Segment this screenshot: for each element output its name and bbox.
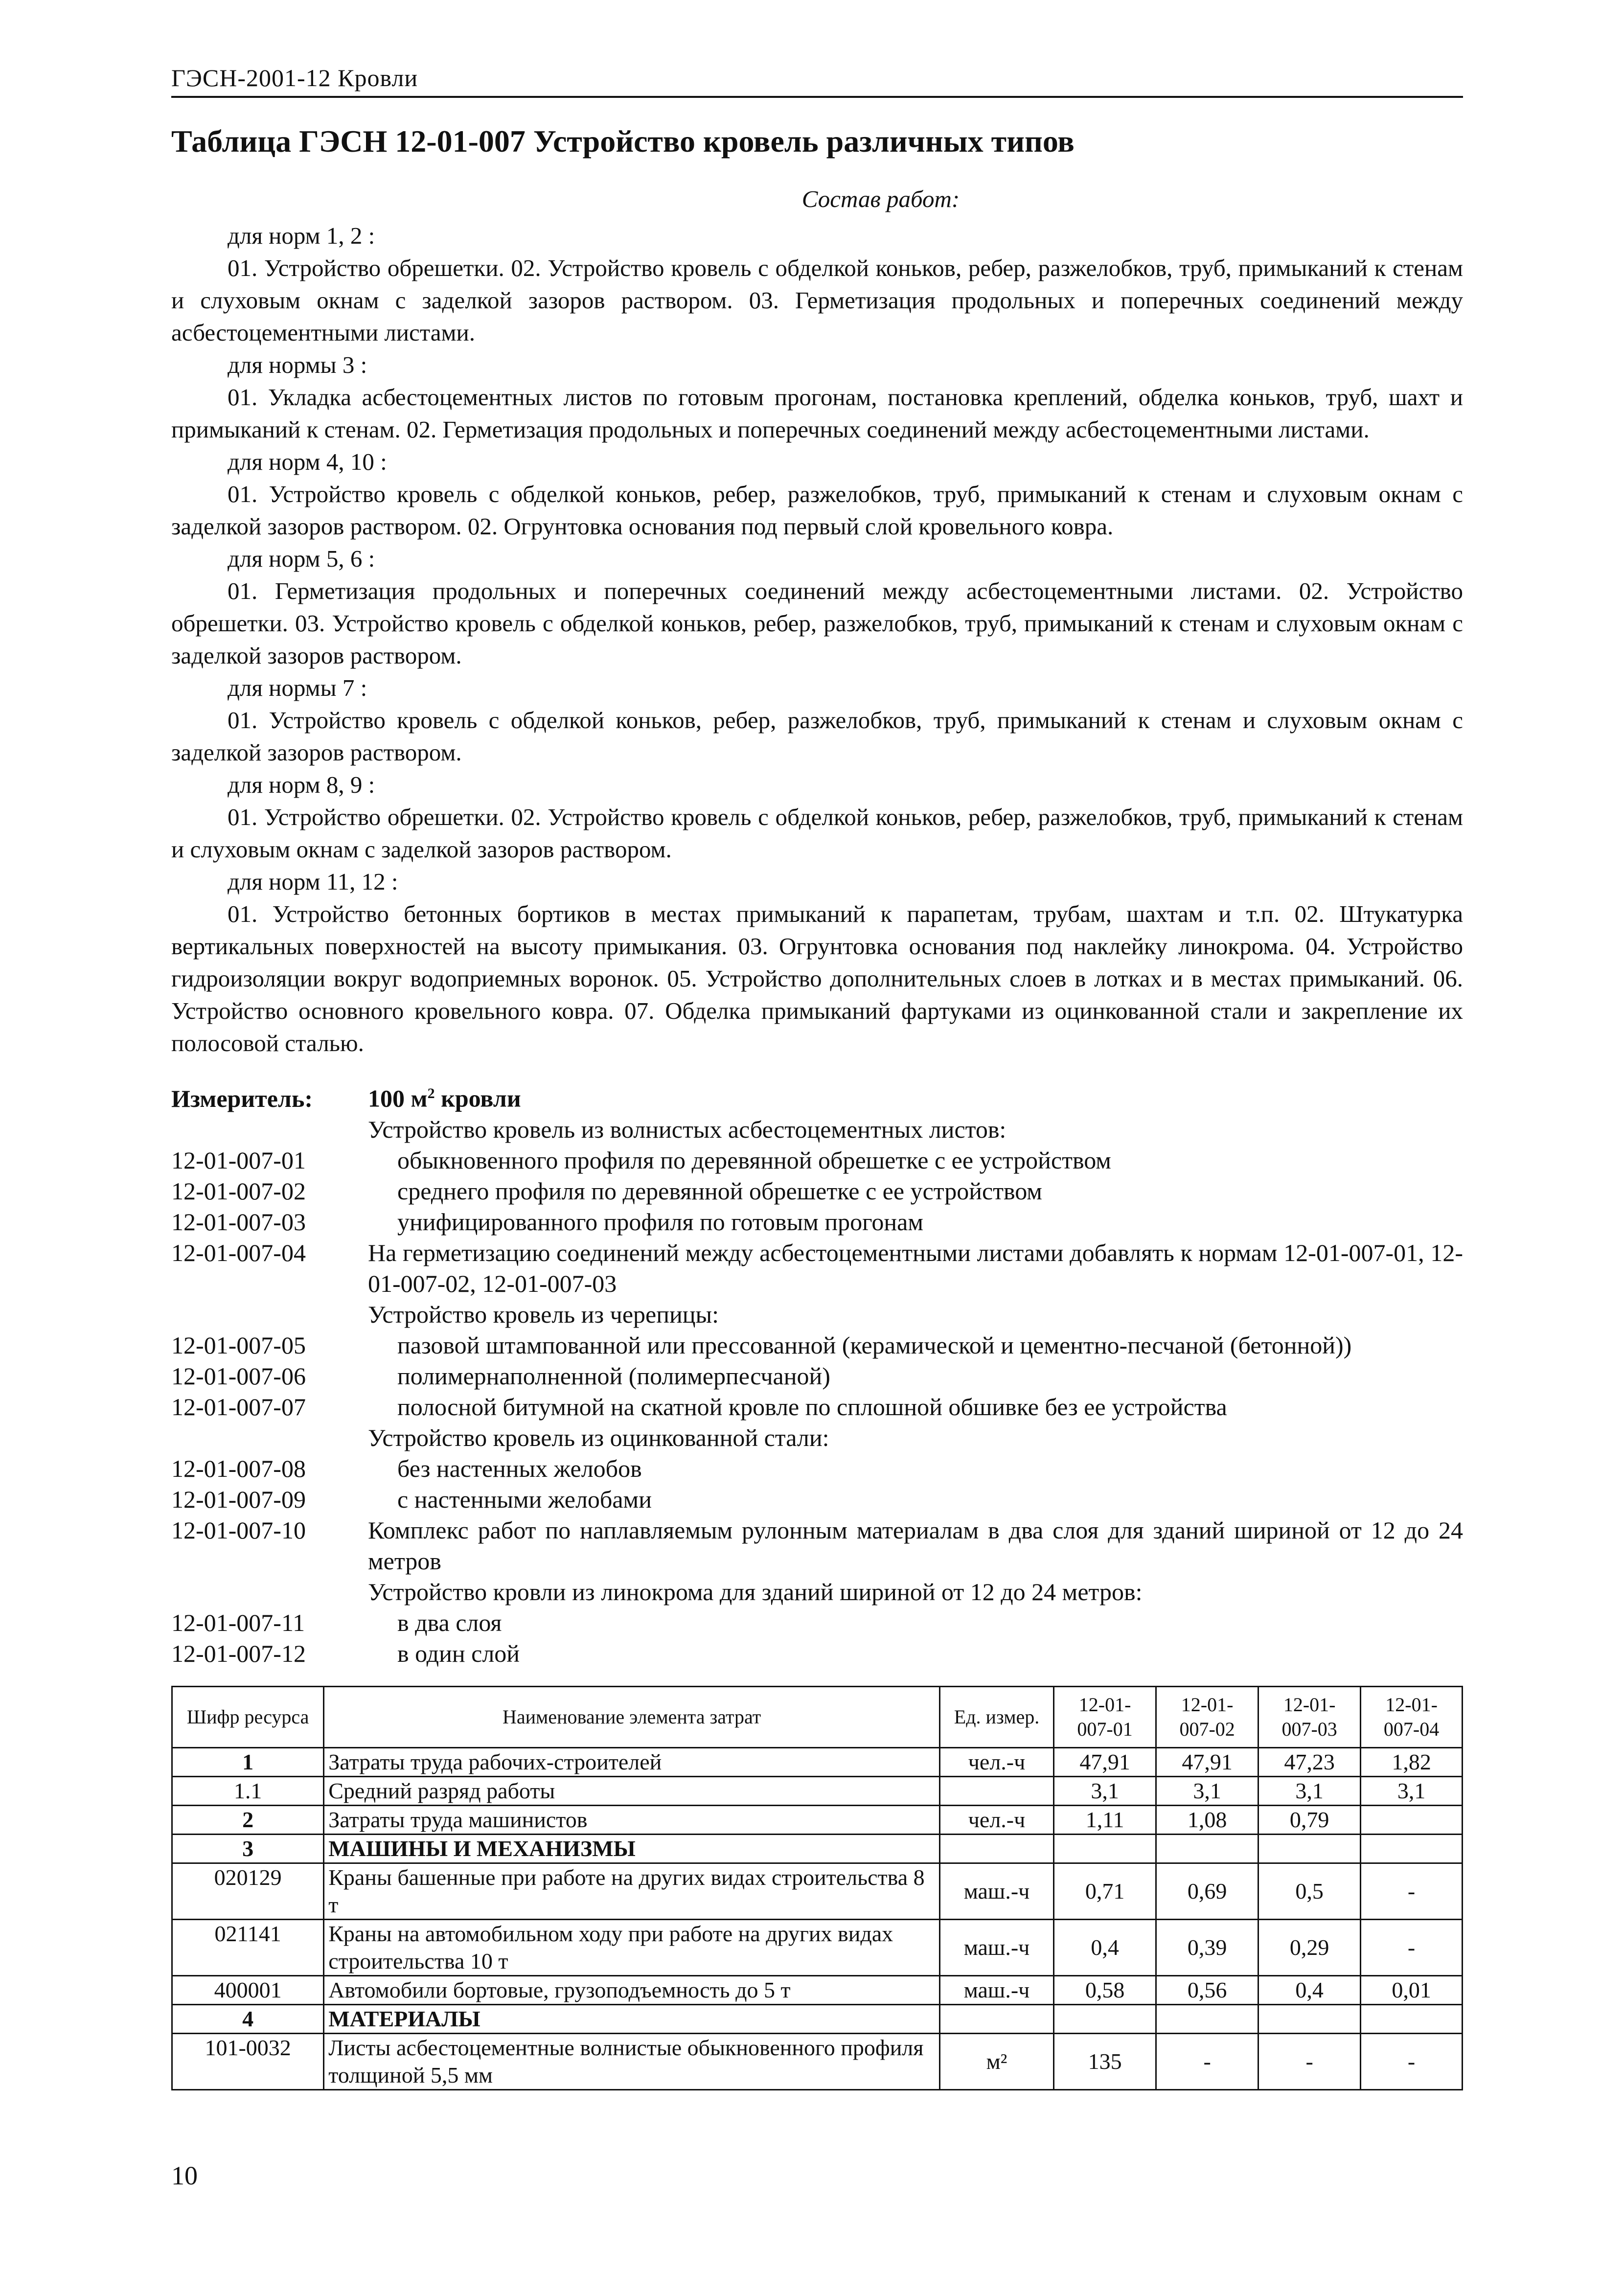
document-page [171,64,1463,2090]
norm-code: 12-01-007-07 [171,1393,306,1421]
norm-code: 12-01-007-01 [171,1146,306,1174]
cell-007-01: 1,11 [1054,1805,1156,1834]
cell-007-02 [1156,1834,1258,1863]
norm-description: в один слой [397,1639,520,1667]
cell-name: Затраты труда машинистов [324,1805,940,1834]
norm-description: Комплекс работ по наплавляемым рулонным материалам в два слоя для зданий шириной от 12 до 24 метров [368,1516,1463,1575]
norm-description: с настенными желобами [397,1485,652,1513]
norm-row [171,1176,1463,1207]
cell-unit: маш.-ч [939,1975,1053,2004]
composition-text: 01. Устройство обрешетки. 02. Устройство кровель с обделкой коньков, ребер, разжелобков, труб, примыканий к стенам и слуховым окнам с заделкой зазоров раствором. 03. Герметизация продольных и поперечных соединений между асбестоцементными листами. [171,254,1463,346]
cell-007-02: 0,56 [1156,1975,1258,2004]
norm-description: Устройство кровель из волнистых асбестоцементных листов: [368,1115,1006,1143]
norm-code: 12-01-007-08 [171,1454,306,1482]
cell-007-03: 0,79 [1258,1805,1361,1834]
norm-description: в два слоя [397,1608,502,1636]
cell-name: МАТЕРИАЛЫ [324,2004,940,2033]
table-header-row [172,1686,1463,1747]
meter-unit: кровли [435,1084,521,1112]
cell-name: Краны на автомобильном ходу при работе на других видах строительства 10 т [324,1919,940,1975]
cell-007-02 [1156,2004,1258,2033]
cell-007-04 [1361,1834,1463,1863]
cell-code: 021141 [172,1919,324,1975]
composition-label: для норм 11, 12 : [228,868,398,895]
norm-description: без настенных желобов [397,1454,642,1482]
table-title: Таблица ГЭСН 12-01-007 Устройство кровель различных типов [171,124,1075,159]
col-header-007-01-bottom: 007-01 [1077,1718,1133,1740]
cell-007-03 [1258,2004,1361,2033]
norm-code: 12-01-007-05 [171,1331,306,1359]
norm-row [171,1484,1463,1515]
composition-label: для нормы 7 : [228,674,367,701]
cell-007-03 [1258,1834,1361,1863]
composition-text: 01. Устройство обрешетки. 02. Устройство кровель с обделкой коньков, ребер, разжелобков, труб, примыканий к стенам и слуховым окнам с заделкой зазоров раствором. [171,803,1463,863]
cell-007-04: - [1361,2033,1463,2089]
norm-description: обыкновенного профиля по деревянной обрешетке с ее устройством [397,1146,1111,1174]
cell-007-01: 0,58 [1054,1975,1156,2004]
cell-name: Средний разряд работы [324,1776,940,1805]
table-row [172,1776,1463,1805]
cell-007-01 [1054,2004,1156,2033]
cell-007-03: 0,29 [1258,1919,1361,1975]
cell-unit [939,1834,1053,1863]
norm-code [171,1114,368,1145]
norm-code: 12-01-007-04 [171,1239,306,1266]
cell-007-01: 135 [1054,2033,1156,2089]
norm-code: 12-01-007-10 [171,1516,306,1544]
table-row [172,1805,1463,1834]
section-row [172,1834,1463,1863]
cell-code: 3 [172,1834,324,1863]
norm-code: 12-01-007-12 [171,1639,306,1667]
cell-007-03: 47,23 [1258,1747,1361,1776]
cell-name: МАШИНЫ И МЕХАНИЗМЫ [324,1834,940,1863]
table-row [172,2033,1463,2089]
running-header: ГЭСН-2001-12 Кровли [171,64,1463,98]
norm-code: 12-01-007-09 [171,1485,306,1513]
cell-007-04: - [1361,1919,1463,1975]
cell-007-04: 0,01 [1361,1975,1463,2004]
composition-text: 01. Герметизация продольных и поперечных соединений между асбестоцементными листами. 02. Устройство обрешетки. 03. Устройство кровель с обделкой коньков, ребер, разжелобков, труб, примыканий к стенам и слуховым окнам с заделкой зазоров раствором. [171,577,1463,669]
norm-description: унифицированного профиля по готовым прогонам [397,1208,923,1236]
cell-007-03: - [1258,2033,1361,2089]
norm-code [171,1577,368,1607]
cell-007-04: - [1361,1863,1463,1919]
cell-name: Затраты труда рабочих-строителей [324,1747,940,1776]
work-composition [171,220,1463,1059]
composition-text: 01. Устройство кровель с обделкой коньков, ребер, разжелобков, труб, примыканий к стенам и слуховым окнам с заделкой зазоров раствором. 02. Огрунтовка основания под первый слой кровельного ковра. [171,481,1463,540]
meter-heading [171,1078,1463,1114]
cell-name: Автомобили бортовые, грузоподъемность до 5 т [324,1975,940,2004]
page-number: 10 [171,2161,198,2190]
col-header-007-01 [1054,1686,1156,1747]
col-header-007-02 [1156,1686,1258,1747]
cell-007-02: 3,1 [1156,1776,1258,1805]
cell-name: Краны башенные при работе на других видах строительства 8 т [324,1863,940,1919]
norm-row [171,1577,1463,1607]
norm-description: На герметизацию соединений между асбестоцементными листами добавлять к нормам 12-01-007-01, 12-01-007-02, 12-01-007-03 [368,1239,1463,1297]
norm-row [171,1515,1463,1577]
cell-007-01: 0,4 [1054,1919,1156,1975]
norm-code: 12-01-007-06 [171,1362,306,1390]
cell-name: Листы асбестоцементные волнистые обыкновенного профиля толщиной 5,5 мм [324,2033,940,2089]
norm-row [171,1638,1463,1669]
norm-description: Устройство кровель из черепицы: [368,1300,719,1328]
cell-007-02: 0,69 [1156,1863,1258,1919]
norm-description: пазовой штампованной или прессованной (керамической и цементно-песчаной (бетонной)) [397,1331,1352,1359]
cell-007-03: 0,5 [1258,1863,1361,1919]
meter-value: 100 м [368,1084,428,1112]
table-row [172,1919,1463,1975]
col-header-007-01-top: 12-01- [1078,1693,1131,1716]
norm-row [171,1238,1463,1299]
norm-row [171,1361,1463,1392]
cell-code: 2 [172,1805,324,1834]
norm-description: среднего профиля по деревянной обрешетке с ее устройством [397,1177,1042,1205]
col-header-name: Наименование элемента затрат [324,1686,940,1747]
table-row [172,1747,1463,1776]
cell-code: 4 [172,2004,324,2033]
cell-007-04: 3,1 [1361,1776,1463,1805]
cell-007-02: - [1156,2033,1258,2089]
table-body [172,1747,1463,2089]
meter-sup: 2 [427,1085,435,1102]
composition-text: 01. Устройство бетонных бортиков в местах примыканий к парапетам, трубам, шахтам и т.п. 02. Штукатурка вертикальных поверхностей на высоту примыкания. 03. Огрунтовка основания под наклейку линокрома. 04. Устройство гидроизоляции вокруг водоприемных воронок. 05. Устройство дополнительных слоев в лотках и в местах примыканий. 06. Устройство основного кровельного ковра. 07. Обделка примыканий фартуками из оцинкованной стали и закрепление их полосовой сталью. [171,900,1463,1056]
cell-007-01: 0,71 [1054,1863,1156,1919]
cell-code: 101-0032 [172,2033,324,2089]
norm-code: 12-01-007-03 [171,1208,306,1236]
col-header-unit: Ед. измер. [939,1686,1053,1747]
cell-code: 1 [172,1747,324,1776]
norm-code: 12-01-007-02 [171,1177,306,1205]
composition-label: для нормы 3 : [228,351,367,378]
composition-text: 01. Устройство кровель с обделкой коньков, ребер, разжелобков, труб, примыканий к стенам и слуховым окнам с заделкой зазоров раствором. [171,707,1463,766]
col-header-007-04 [1361,1686,1463,1747]
col-header-007-03 [1258,1686,1361,1747]
cell-007-03: 0,4 [1258,1975,1361,2004]
cell-007-02: 0,39 [1156,1919,1258,1975]
col-header-code: Шифр ресурса [172,1686,324,1747]
col-header-007-02-top: 12-01- [1181,1693,1234,1716]
col-header-007-03-top: 12-01- [1283,1693,1336,1716]
composition-label: для норм 1, 2 : [228,222,375,249]
norm-description: Устройство кровель из оцинкованной стали: [368,1423,829,1451]
composition-label: для норм 4, 10 : [228,448,387,475]
composition-text: 01. Укладка асбестоцементных листов по готовым прогонам, постановка креплений, обделка коньков, труб, шахт и примыканий к стенам. 02. Герметизация продольных и поперечных соединений между асбестоцементными листами. [171,384,1463,443]
norm-description: полимернаполненной (полимерпесчаной) [397,1362,830,1390]
composition-heading: Состав работ: [801,185,960,212]
table-row [172,1975,1463,2004]
composition-label: для норм 8, 9 : [228,771,375,798]
norm-row [171,1145,1463,1176]
cell-007-02: 47,91 [1156,1747,1258,1776]
cell-007-02: 1,08 [1156,1805,1258,1834]
norm-code [171,1423,368,1453]
norm-description: полосной битумной на скатной кровле по сплошной обшивке без ее устройства [397,1393,1227,1421]
cell-007-04 [1361,1805,1463,1834]
cell-code: 020129 [172,1863,324,1919]
norm-row [171,1330,1463,1361]
cell-007-04: 1,82 [1361,1747,1463,1776]
norm-row [171,1299,1463,1330]
cell-007-01: 3,1 [1054,1776,1156,1805]
norm-row [171,1392,1463,1423]
meter-label: Измеритель: [171,1084,313,1112]
norm-description: Устройство кровли из линокрома для зданий шириной от 12 до 24 метров: [368,1578,1143,1606]
cell-007-04 [1361,2004,1463,2033]
cell-unit: маш.-ч [939,1919,1053,1975]
cell-unit: чел.-ч [939,1747,1053,1776]
meter-section [171,1078,1463,1669]
cell-unit: чел.-ч [939,1805,1053,1834]
cell-code: 1.1 [172,1776,324,1805]
cell-unit: маш.-ч [939,1863,1053,1919]
cell-unit [939,2004,1053,2033]
norm-row [171,1423,1463,1453]
composition-label: для норм 5, 6 : [228,545,375,572]
resource-table [171,1686,1463,2090]
norm-row [171,1607,1463,1638]
col-header-007-02-bottom: 007-02 [1179,1718,1235,1740]
cell-code: 400001 [172,1975,324,2004]
col-header-007-04-bottom: 007-04 [1383,1718,1440,1740]
cell-unit: м² [939,2033,1053,2089]
norm-list [171,1114,1463,1669]
norm-row [171,1453,1463,1484]
norm-code: 12-01-007-11 [171,1608,305,1636]
norm-row [171,1207,1463,1238]
cell-007-01: 47,91 [1054,1747,1156,1776]
norm-code [171,1299,368,1330]
table-row [172,1863,1463,1919]
cell-unit [939,1776,1053,1805]
cell-007-03: 3,1 [1258,1776,1361,1805]
norm-row [171,1114,1463,1145]
col-header-007-03-bottom: 007-03 [1281,1718,1337,1740]
col-header-007-04-top: 12-01- [1385,1693,1438,1716]
section-row [172,2004,1463,2033]
cell-007-01 [1054,1834,1156,1863]
